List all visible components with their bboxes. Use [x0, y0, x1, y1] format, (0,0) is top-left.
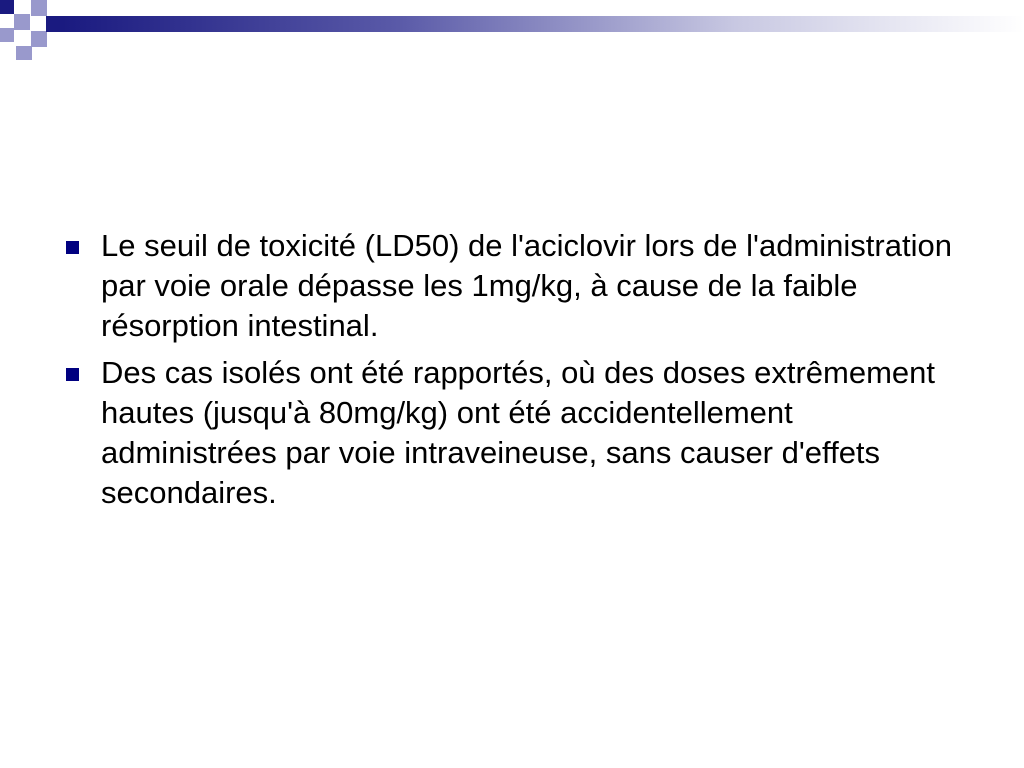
bullet-item: [62, 353, 962, 513]
bullet-item: [62, 226, 962, 346]
decor-square: [0, 0, 14, 14]
square-bullet-icon: [66, 241, 79, 254]
decor-square: [31, 0, 47, 16]
decor-square: [0, 28, 14, 42]
bullet-text: Le seuil de toxicité (LD50) de l'aciclovir lors de l'administration par voie orale dépasse les 1mg/kg, à cause de la faible résorption intestinal.: [101, 228, 952, 343]
gradient-rule: [62, 16, 1024, 32]
bullet-text: Des cas isolés ont été rapportés, où des doses extrêmement hautes (jusqu'à 80mg/kg) ont été accidentellement administrées par voie intraveineuse, sans causer d'effets secondaires.: [101, 355, 935, 510]
decor-square: [14, 14, 30, 30]
decor-square: [16, 46, 32, 60]
square-bullet-icon: [66, 368, 79, 381]
decor-square: [31, 31, 47, 47]
slide-body: [62, 226, 962, 520]
bullet-list: [62, 226, 962, 513]
decor-square: [46, 16, 62, 32]
